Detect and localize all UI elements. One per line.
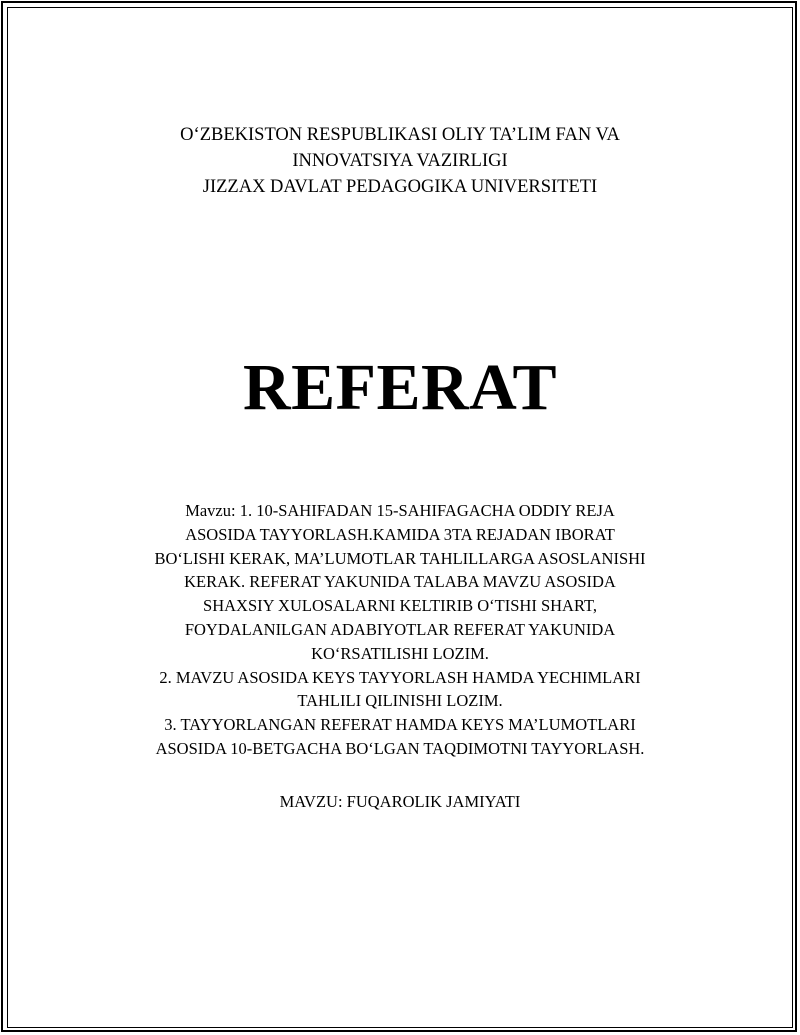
task-line: Mavzu: 1. 10-SAHIFADAN 15-SAHIFAGACHA ODDIY REJA xyxy=(185,501,615,520)
task-line: TAHLILI QILINISHI LOZIM. xyxy=(297,691,503,711)
topic-line: MAVZU: FUQAROLIK JAMIYATI xyxy=(279,792,521,811)
task-line: ASOSIDA TAYYORLASH.KAMIDA 3TA REJADAN IBORAT xyxy=(185,524,615,544)
header-line: INNOVATSIYA VAZIRLIGI xyxy=(292,151,508,171)
institution-header xyxy=(0,122,800,200)
header-line: O‘ZBEKISTON RESPUBLIKASI OLIY TA’LIM FAN VA xyxy=(180,125,620,145)
task-line: KERAK. REFERAT YAKUNIDA TALABA MAVZU ASOSIDA xyxy=(184,572,616,592)
task-line: BO‘LISHI KERAK, MA’LUMOTLAR TAHLILLARGA ASOSLANISHI xyxy=(154,548,646,568)
document-title: REFERAT xyxy=(243,351,557,424)
task-line: ASOSIDA 10-BETGACHA BO‘LGAN TAQDIMOTNI TAYYORLASH. xyxy=(155,738,645,758)
task-line: FOYDALANILGAN ADABIYOTLAR REFERAT YAKUNIDA xyxy=(184,619,616,639)
task-line: SHAXSIY XULOSALARNI KELTIRIB O‘TISHI SHART, xyxy=(203,596,597,616)
header-line: JIZZAX DAVLAT PEDAGOGIKA UNIVERSITETI xyxy=(202,177,598,197)
task-line: 3. TAYYORLANGAN REFERAT HAMDA KEYS MA’LUMOTLARI xyxy=(164,715,636,735)
task-line: KO‘RSATILISHI LOZIM. xyxy=(311,643,489,663)
task-description xyxy=(0,499,800,761)
task-line: 2. MAVZU ASOSIDA KEYS TAYYORLASH HAMDA YECHIMLARI xyxy=(159,667,641,687)
